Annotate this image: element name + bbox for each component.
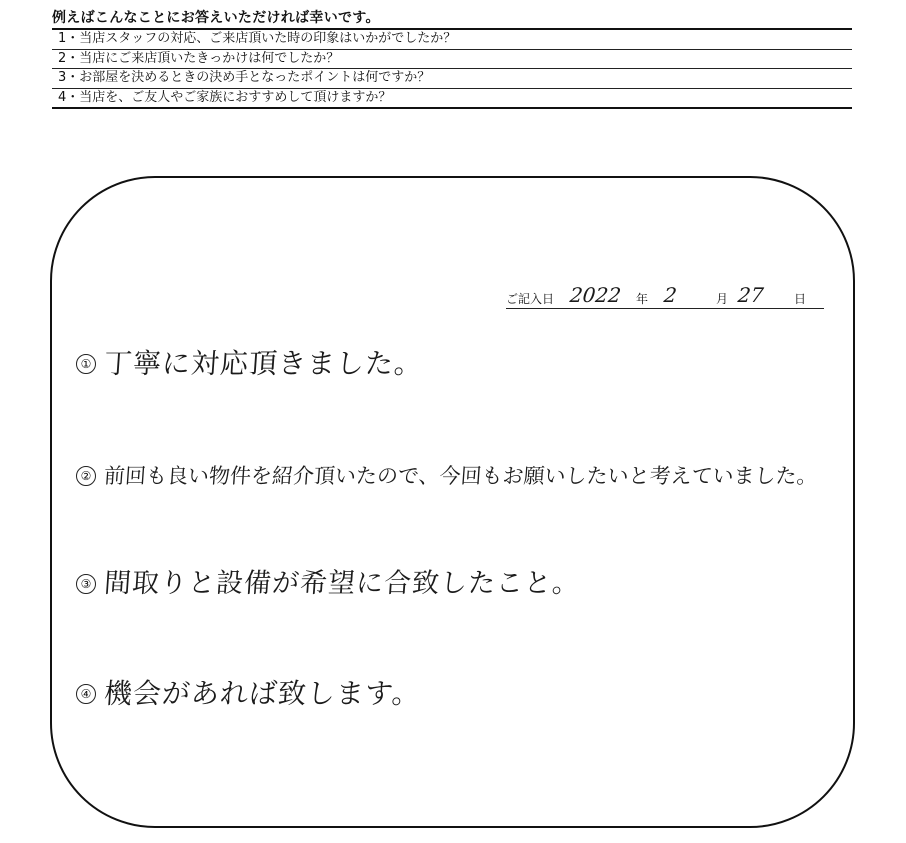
date-row	[506, 282, 824, 309]
date-year: 2022	[568, 283, 623, 307]
answer-number: ①	[76, 354, 96, 374]
question-1: 1・当店スタッフの対応、ご来店頂いた時の印象はいかがでしたか？	[52, 30, 852, 50]
answer-1	[76, 346, 423, 382]
answer-3	[76, 566, 580, 602]
answer-text: 間取りと設備が希望に合致したこと。	[102, 568, 582, 599]
answer-number: ④	[76, 684, 96, 704]
answer-text: 前回も良い物件を紹介頂いたので、今回もお願いしたいと考えていました。	[103, 464, 819, 488]
answer-4	[76, 676, 421, 712]
question-2: 2・当店にご来店頂いたきっかけは何でしたか？	[52, 50, 852, 70]
answer-number: ③	[76, 574, 96, 594]
questions-header	[52, 8, 852, 109]
answer-card	[50, 176, 855, 828]
answer-text: 機会があれば致します。	[102, 677, 422, 710]
date-day: 27	[736, 283, 765, 307]
answer-2	[76, 458, 818, 494]
month-label: 月	[716, 292, 729, 306]
question-4: 4・当店を、ご友人やご家族におすすめして頂けますか？	[52, 89, 852, 110]
year-label: 年	[636, 292, 649, 306]
day-label: 日	[794, 292, 807, 306]
date-month: 2	[662, 283, 678, 307]
answer-text: 丁寧に対応頂きました。	[102, 347, 425, 380]
answer-number: ②	[76, 466, 96, 486]
date-label: ご記入日	[506, 292, 555, 306]
header-title: 例えばこんなことにお答えいただければ幸いです。	[52, 8, 852, 30]
question-3: 3・お部屋を決めるときの決め手となったポイントは何ですか？	[52, 69, 852, 89]
